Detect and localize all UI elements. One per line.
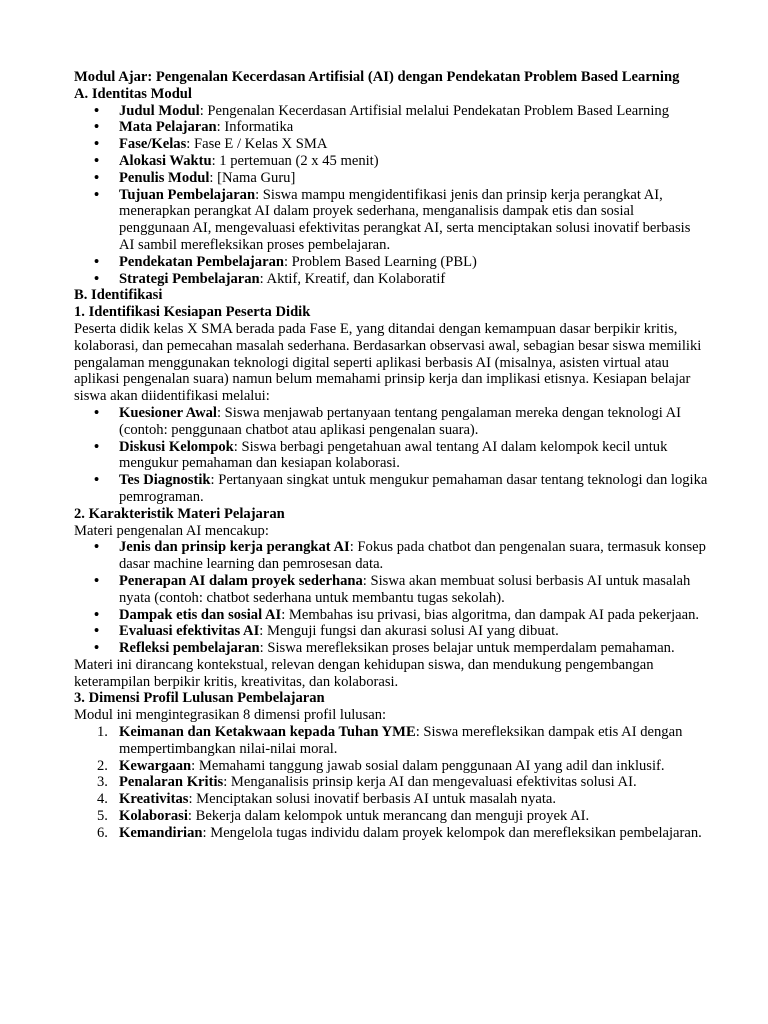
list-item: • Refleksi pembelajaran: Siswa merefleksikan proses belajar untuk memperdalam pemahaman. <box>119 640 708 657</box>
subsection-2-heading: 2. Karakteristik Materi Pelajaran <box>74 505 285 522</box>
list-item: Penalaran Kritis: Menganalisis prinsip kerja AI dan mengevaluasi efektivitas solusi AI. <box>119 774 637 791</box>
list-item: • Diskusi Kelompok: Siswa berbagi pengetahuan awal tentang AI dalam kelompok kecil untuk mengukur pemahaman dan kesiapan kolaborasi. <box>119 439 708 473</box>
list-item: Keimanan dan Ketakwaan kepada Tuhan YME: Siswa merefleksikan dampak etis AI dengan mempertimbangkan nilai-nilai moral. <box>119 724 683 757</box>
profile-list <box>74 724 708 842</box>
list-item: • Tes Diagnostik: Pertanyaan singkat untuk mengukur pemahaman dasar tentang teknologi dan logika pemrograman. <box>119 472 708 506</box>
list-item: • Kuesioner Awal: Siswa menjawab pertanyaan tentang pengalaman mereka dengan teknologi AI (contoh: penggunaan chatbot atau aplikasi pengenalan suara). <box>119 405 708 439</box>
identity-list <box>74 103 708 288</box>
list-item: • Dampak etis dan sosial AI: Membahas isu privasi, bias algoritma, dan dampak AI pada pekerjaan. <box>119 607 708 624</box>
list-item: • Penulis Modul: [Nama Guru] <box>119 170 708 187</box>
profile-intro: Modul ini mengintegrasikan 8 dimensi profil lulusan: <box>74 707 387 724</box>
list-item: • Strategi Pembelajaran: Aktif, Kreatif, dan Kolaboratif <box>119 271 708 288</box>
subsection-3-heading: 3. Dimensi Profil Lulusan Pembelajaran <box>74 690 325 707</box>
material-list <box>74 539 708 657</box>
section-a-heading <box>74 86 708 103</box>
list-item: • Tujuan Pembelajaran: Siswa mampu mengidentifikasi jenis dan prinsip kerja perangkat AI, menerapkan perangkat AI dalam proyek sederhana, menganalisis dampak etis dan sosial penggunaan AI, mengevaluasi efektivitas perangkat AI, serta menciptakan solusi inovatif berbasis AI sambil merefleksikan proses pembelajaran. <box>119 187 708 254</box>
subsection-1-heading: 1. Identifikasi Kesiapan Peserta Didik <box>74 304 311 321</box>
list-item: Kewargaan: Memahami tanggung jawab sosial dalam penggunaan AI yang adil dan inklusif. <box>119 757 665 774</box>
section-b-heading: B. Identifikasi <box>74 287 163 304</box>
readiness-list <box>74 405 708 506</box>
list-item: • Judul Modul: Pengenalan Kecerdasan Artifisial melalui Pendekatan Problem Based Learning <box>119 103 708 120</box>
document-title: Modul Ajar: Pengenalan Kecerdasan Artifisial (AI) dengan Pendekatan Problem Based Learning <box>74 69 680 85</box>
section-a-heading-text: A. Identitas Modul <box>74 85 192 102</box>
list-item: • Pendekatan Pembelajaran: Problem Based Learning (PBL) <box>119 254 708 271</box>
list-item: • Jenis dan prinsip kerja perangkat AI: Fokus pada chatbot dan pengenalan suara, termasuk konsep dasar machine learning dan pemrosesan data. <box>119 539 708 573</box>
list-item: • Evaluasi efektivitas AI: Menguji fungsi dan akurasi solusi AI yang dibuat. <box>119 623 708 640</box>
list-item: Kemandirian: Mengelola tugas individu dalam proyek kelompok dan merefleksikan pembelajaran. <box>119 824 702 841</box>
list-item: Kreativitas: Menciptakan solusi inovatif berbasis AI untuk masalah nyata. <box>119 791 557 808</box>
list-item: • Alokasi Waktu: 1 pertemuan (2 x 45 menit) <box>119 153 708 170</box>
list-item: • Mata Pelajaran: Informatika <box>119 119 708 136</box>
list-item: • Fase/Kelas: Fase E / Kelas X SMA <box>119 136 708 153</box>
material-closing: Materi ini dirancang kontekstual, relevan dengan kehidupan siswa, dan mendukung pengembangan keterampilan berpikir kritis, kreativitas, dan kolaborasi. <box>74 656 654 690</box>
readiness-paragraph: Peserta didik kelas X SMA berada pada Fase E, yang ditandai dengan kemampuan dasar berpikir kritis, kolaborasi, dan pemecahan masalah sederhana. Berdasarkan observasi awal, sebagian besar siswa memiliki pengalaman menggunakan teknologi digital seperti aplikasi berbasis AI (misalnya, asisten virtual atau aplikasi pengenalan suara) namun belum memahami prinsip kerja dan implikasi etisnya. Kesiapan belajar siswa akan diidentifikasi melalui: <box>74 320 702 405</box>
list-item: • Penerapan AI dalam proyek sederhana: Siswa akan membuat solusi berbasis AI untuk masalah nyata (contoh: chatbot sederhana untuk membantu tugas sekolah). <box>119 573 708 607</box>
list-item: Kolaborasi: Bekerja dalam kelompok untuk merancang dan menguji proyek AI. <box>119 808 590 825</box>
material-intro: Materi pengenalan AI mencakup: <box>74 522 269 539</box>
